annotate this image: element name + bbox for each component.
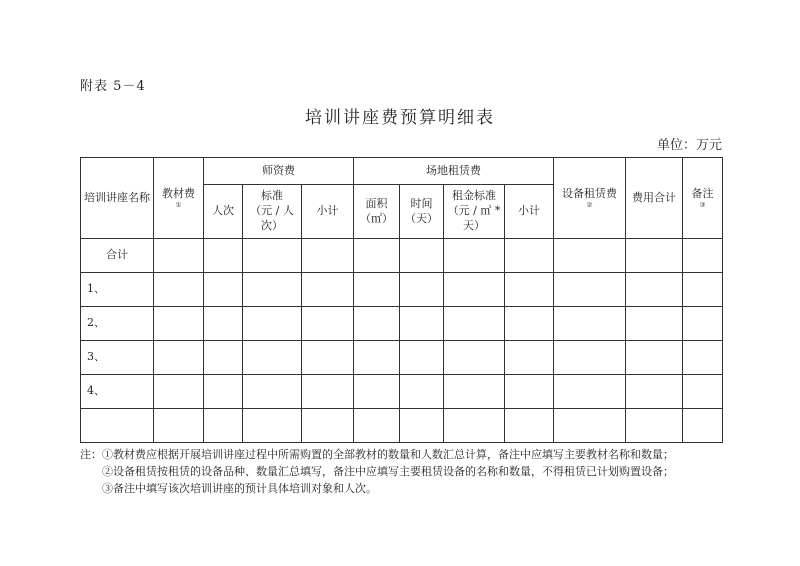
header-venue-rent-standard: 租金标准 （元 / ㎡ * 天） [444,185,505,239]
row-label: 3、 [81,341,154,375]
header-total-fee: 费用合计 [626,158,683,239]
table-row [81,307,723,341]
budget-table [80,157,723,443]
header-teacher-fee: 师资费 [204,158,354,185]
header-teacher-subtotal: 小计 [302,185,354,239]
table-row [81,341,723,375]
header-equipment-fee: 设备租赁费 ② [554,158,626,239]
header-venue-fee: 场地租赁费 [354,158,554,185]
row-label [81,409,154,443]
unit-label: 单位：万元 [656,138,722,153]
header-remarks: 备注 ③ [683,158,723,239]
header-teacher-count: 人次 [204,185,243,239]
row-label: 1、 [81,273,154,307]
notes [80,446,674,497]
note-3: ③备注中填写该次培训讲座的预计具体培训对象和人次。 [102,482,377,495]
header-venue-time: 时间 （天） [400,185,444,239]
note-2: ②设备租赁按租赁的设备品种、数量汇总填写，备注中应填写主要租赁设备的名称和数量，不得租赁已计划购置设备； [102,465,674,478]
header-material-fee: 教材费 ① [154,158,204,239]
total-row [81,239,723,273]
header-lecture-name: 培训讲座名称 [81,158,154,239]
table-row [81,375,723,409]
row-label: 4、 [81,375,154,409]
header-venue-subtotal: 小计 [505,185,554,239]
header-venue-area: 面积 （㎡） [354,185,400,239]
note-1: 注：①教材费应根据开展培训讲座过程中所需购置的全部教材的数量和人数汇总计算，备注中应填写主要教材名称和数量； [80,448,674,461]
page-title: 培训讲座费预算明细表 [305,108,495,128]
header-teacher-standard: 标准 （元 / 人次） [243,185,302,239]
appendix-label: 附表 5－4 [80,79,146,94]
total-row-label: 合计 [81,239,154,273]
table-row [81,409,723,443]
row-label: 2、 [81,307,154,341]
table-row [81,273,723,307]
